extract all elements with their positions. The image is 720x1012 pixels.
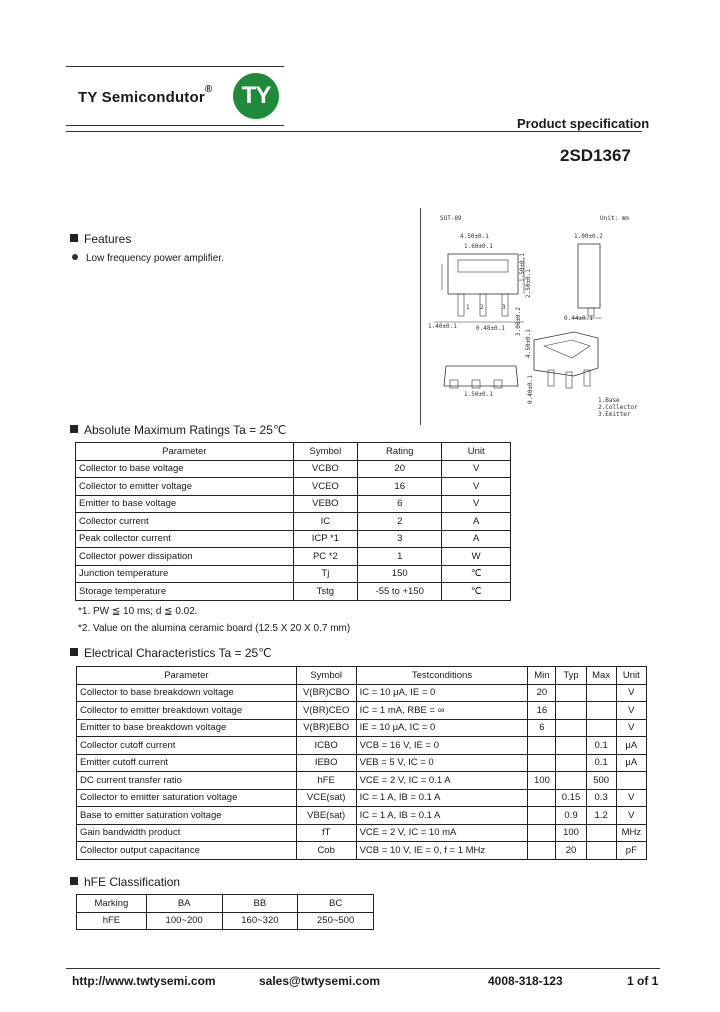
col-unit: Unit: [442, 443, 511, 461]
abs-max-heading: [70, 423, 286, 437]
cell-unit: V: [616, 684, 646, 702]
cell-conditions: IC = 1 A, IB = 0.1 A: [356, 789, 528, 807]
cell-hfe-label: hFE: [77, 912, 147, 930]
cell-unit: pF: [616, 842, 646, 860]
cell-symbol: V(BR)CBO: [296, 684, 356, 702]
cell-max: [586, 842, 616, 860]
cell-symbol: Tstg: [293, 583, 358, 601]
dim-6: 0.44±0.1: [564, 315, 593, 322]
hfe-heading: [70, 875, 180, 889]
cell-conditions: IC = 10 μA, IE = 0: [356, 684, 528, 702]
abs-max-table: [75, 442, 511, 601]
cell-parameter: Base to emitter saturation voltage: [77, 807, 297, 825]
cell-bc: BC: [298, 895, 374, 913]
dim-4: 1.00±0.2: [574, 233, 603, 240]
pin-2-label: 2: [480, 304, 484, 311]
cell-unit: μA: [616, 737, 646, 755]
pin-legend-2: 2.Collector: [598, 404, 638, 411]
cell-parameter: Collector power dissipation: [76, 548, 294, 566]
cell-typ: [556, 719, 586, 737]
pin-legend-3: 3.Emitter: [598, 411, 631, 418]
cell-parameter: Collector to base breakdown voltage: [77, 684, 297, 702]
dim-5: 1.40±0.1: [428, 323, 457, 330]
cell-parameter: Peak collector current: [76, 530, 294, 548]
cell-symbol: IEBO: [296, 754, 356, 772]
registered-mark: ®: [204, 84, 213, 95]
company-name: [78, 84, 213, 106]
dim-8: 1.50±0.1: [464, 391, 493, 398]
table-row: [76, 530, 511, 548]
hfe-table: [76, 894, 374, 930]
footer-url[interactable]: http://www.twtysemi.com: [72, 974, 216, 988]
dim-11: 0.40±0.1: [527, 375, 534, 404]
cell-parameter: Collector to emitter voltage: [76, 478, 294, 496]
cell-typ: [556, 737, 586, 755]
package-name: SOT-89: [440, 215, 462, 222]
footer-phone: 4008-318-123: [488, 974, 563, 988]
cell-min: 100: [528, 772, 556, 790]
cell-parameter: Collector to emitter breakdown voltage: [77, 702, 297, 720]
cell-parameter: Storage temperature: [76, 583, 294, 601]
cell-unit: W: [442, 548, 511, 566]
cell-conditions: VCB = 16 V, IE = 0: [356, 737, 528, 755]
square-bullet-icon: [70, 648, 78, 656]
table-row: [77, 754, 647, 772]
table-header-row: [77, 667, 647, 685]
abs-max-note-1: *1. PW ≦ 10 ms; d ≦ 0.02.: [78, 606, 198, 617]
cell-symbol: fT: [296, 824, 356, 842]
cell-min: [528, 842, 556, 860]
pin-1-label: 1: [466, 304, 470, 311]
header-rule-mid: [66, 125, 284, 126]
cell-unit: μA: [616, 754, 646, 772]
cell-conditions: IC = 1 mA, RBE = ∞: [356, 702, 528, 720]
col-typ: Typ: [556, 667, 586, 685]
dim-10: 2.50±0.1: [525, 269, 532, 298]
cell-conditions: VCB = 10 V, IE = 0, f = 1 MHz: [356, 842, 528, 860]
cell-conditions: VCE = 2 V, IC = 0.1 A: [356, 772, 528, 790]
table-row: [77, 684, 647, 702]
footer-email[interactable]: sales@twtysemi.com: [259, 974, 381, 988]
cell-typ: 0.9: [556, 807, 586, 825]
cell-symbol: VEBO: [293, 495, 358, 513]
cell-marking-label: Marking: [77, 895, 147, 913]
cell-parameter: Collector current: [76, 513, 294, 531]
table-row: [77, 912, 374, 930]
cell-unit: V: [616, 807, 646, 825]
col-rating: Rating: [358, 443, 442, 461]
cell-max: [586, 702, 616, 720]
cell-symbol: VCBO: [293, 460, 358, 478]
col-unit: Unit: [616, 667, 646, 685]
cell-parameter: Collector output capacitance: [77, 842, 297, 860]
cell-min: [528, 754, 556, 772]
cell-parameter: Collector to emitter saturation voltage: [77, 789, 297, 807]
dim-9: 3.00±0.2: [515, 307, 522, 336]
table-row: [77, 772, 647, 790]
table-row: [76, 478, 511, 496]
footer-rule: [66, 968, 660, 969]
cell-parameter: Junction temperature: [76, 565, 294, 583]
table-row: [76, 548, 511, 566]
cell-rating: -55 to +150: [358, 583, 442, 601]
table-row: [77, 824, 647, 842]
dim-1: 4.50±0.1: [460, 233, 489, 240]
dim-3: 1.50±0.1: [519, 253, 526, 282]
table-row: [76, 513, 511, 531]
cell-symbol: IC: [293, 513, 358, 531]
cell-max: 0.3: [586, 789, 616, 807]
square-bullet-icon: [70, 234, 78, 242]
cell-rating: 16: [358, 478, 442, 496]
feature-text: Low frequency power amplifier.: [86, 253, 224, 264]
dim-12: 4.50±0.1: [525, 329, 532, 358]
cell-parameter: DC current transfer ratio: [77, 772, 297, 790]
cell-max: 0.1: [586, 754, 616, 772]
part-number: 2SD1367: [560, 146, 631, 165]
cell-symbol: VCE(sat): [296, 789, 356, 807]
cell-typ: 0.15: [556, 789, 586, 807]
cell-symbol: VCEO: [293, 478, 358, 496]
col-max: Max: [586, 667, 616, 685]
company-text: TY Semicondutor: [78, 89, 205, 106]
square-bullet-icon: [70, 425, 78, 433]
hfe-title: hFE Classification: [84, 875, 181, 889]
feature-item: [72, 253, 224, 264]
cell-unit: A: [442, 530, 511, 548]
cell-rating: 150: [358, 565, 442, 583]
cell-symbol: ICBO: [296, 737, 356, 755]
cell-conditions: IC = 1 A, IB = 0.1 A: [356, 807, 528, 825]
table-row: [76, 583, 511, 601]
package-drawing: [424, 208, 646, 425]
cell-max: [586, 684, 616, 702]
cell-rating: 6: [358, 495, 442, 513]
col-parameter: Parameter: [77, 667, 297, 685]
table-row: [77, 702, 647, 720]
table-row: [76, 495, 511, 513]
cell-conditions: VEB = 5 V, IC = 0: [356, 754, 528, 772]
product-spec-label: Product specification: [517, 116, 650, 131]
cell-bc-range: 250~500: [298, 912, 374, 930]
cell-ba-range: 100~200: [146, 912, 222, 930]
pin-3-label: 3: [502, 304, 506, 311]
cell-unit: ℃: [442, 565, 511, 583]
table-row: [77, 842, 647, 860]
ty-logo: TY: [233, 73, 279, 119]
cell-max: [586, 824, 616, 842]
cell-symbol: VBE(sat): [296, 807, 356, 825]
cell-symbol: Tj: [293, 565, 358, 583]
features-heading: [70, 232, 131, 246]
table-row: [77, 789, 647, 807]
table-row: [76, 460, 511, 478]
cell-min: 16: [528, 702, 556, 720]
table-row: [77, 737, 647, 755]
elec-title: Electrical Characteristics Ta = 25℃: [84, 646, 272, 660]
cell-max: 1.2: [586, 807, 616, 825]
cell-typ: [556, 702, 586, 720]
cell-unit: V: [442, 460, 511, 478]
table-row: [77, 719, 647, 737]
col-symbol: Symbol: [296, 667, 356, 685]
col-conditions: Testconditions: [356, 667, 528, 685]
abs-max-title: Absolute Maximum Ratings Ta = 25℃: [84, 423, 287, 437]
cell-unit: [616, 772, 646, 790]
cell-symbol: hFE: [296, 772, 356, 790]
cell-unit: MHz: [616, 824, 646, 842]
dim-7: 0.48±0.1: [476, 325, 505, 332]
cell-parameter: Emitter to base breakdown voltage: [77, 719, 297, 737]
table-row: [77, 807, 647, 825]
cell-typ: 20: [556, 842, 586, 860]
cell-symbol: Cob: [296, 842, 356, 860]
cell-unit: V: [616, 719, 646, 737]
cell-min: [528, 789, 556, 807]
cell-rating: 20: [358, 460, 442, 478]
cell-bb-range: 160~320: [222, 912, 298, 930]
cell-symbol: V(BR)EBO: [296, 719, 356, 737]
pin-legend-1: 1.Base: [598, 397, 620, 404]
features-title: Features: [84, 232, 132, 246]
elec-table: [76, 666, 647, 860]
col-symbol: Symbol: [293, 443, 358, 461]
cell-typ: [556, 684, 586, 702]
cell-conditions: IE = 10 μA, IC = 0: [356, 719, 528, 737]
cell-bb: BB: [222, 895, 298, 913]
col-min: Min: [528, 667, 556, 685]
cell-ba: BA: [146, 895, 222, 913]
cell-parameter: Collector cutoff current: [77, 737, 297, 755]
cell-symbol: PC *2: [293, 548, 358, 566]
table-header-row: [76, 443, 511, 461]
cell-min: 20: [528, 684, 556, 702]
cell-min: [528, 807, 556, 825]
cell-parameter: Emitter cutoff current: [77, 754, 297, 772]
header-rule-full: [66, 131, 642, 132]
cell-conditions: VCE = 2 V, IC = 10 mA: [356, 824, 528, 842]
abs-max-note-2: *2. Value on the alumina ceramic board (12.5 X 20 X 0.7 mm): [78, 623, 351, 634]
cell-unit: V: [442, 495, 511, 513]
cell-typ: [556, 754, 586, 772]
cell-unit: V: [442, 478, 511, 496]
cell-parameter: Collector to base voltage: [76, 460, 294, 478]
cell-rating: 1: [358, 548, 442, 566]
col-parameter: Parameter: [76, 443, 294, 461]
elec-heading: [70, 646, 272, 660]
cell-max: 500: [586, 772, 616, 790]
cell-max: [586, 719, 616, 737]
dim-2: 1.60±0.1: [464, 243, 493, 250]
cell-typ: 100: [556, 824, 586, 842]
cell-min: [528, 824, 556, 842]
table-row: [76, 565, 511, 583]
cell-unit: A: [442, 513, 511, 531]
package-unit: Unit: mm: [600, 215, 629, 222]
cell-parameter: Emitter to base voltage: [76, 495, 294, 513]
package-frame-line: [420, 208, 421, 425]
square-bullet-icon: [70, 877, 78, 885]
cell-min: [528, 737, 556, 755]
cell-rating: 2: [358, 513, 442, 531]
cell-unit: V: [616, 702, 646, 720]
cell-parameter: Gain bandwidth product: [77, 824, 297, 842]
cell-min: 6: [528, 719, 556, 737]
cell-symbol: ICP *1: [293, 530, 358, 548]
cell-max: 0.1: [586, 737, 616, 755]
header-rule-top: [66, 66, 284, 67]
cell-unit: V: [616, 789, 646, 807]
cell-typ: [556, 772, 586, 790]
table-row: [77, 895, 374, 913]
dot-bullet-icon: [72, 254, 78, 260]
cell-rating: 3: [358, 530, 442, 548]
footer-page: 1 of 1: [627, 974, 659, 988]
cell-unit: ℃: [442, 583, 511, 601]
cell-symbol: V(BR)CEO: [296, 702, 356, 720]
